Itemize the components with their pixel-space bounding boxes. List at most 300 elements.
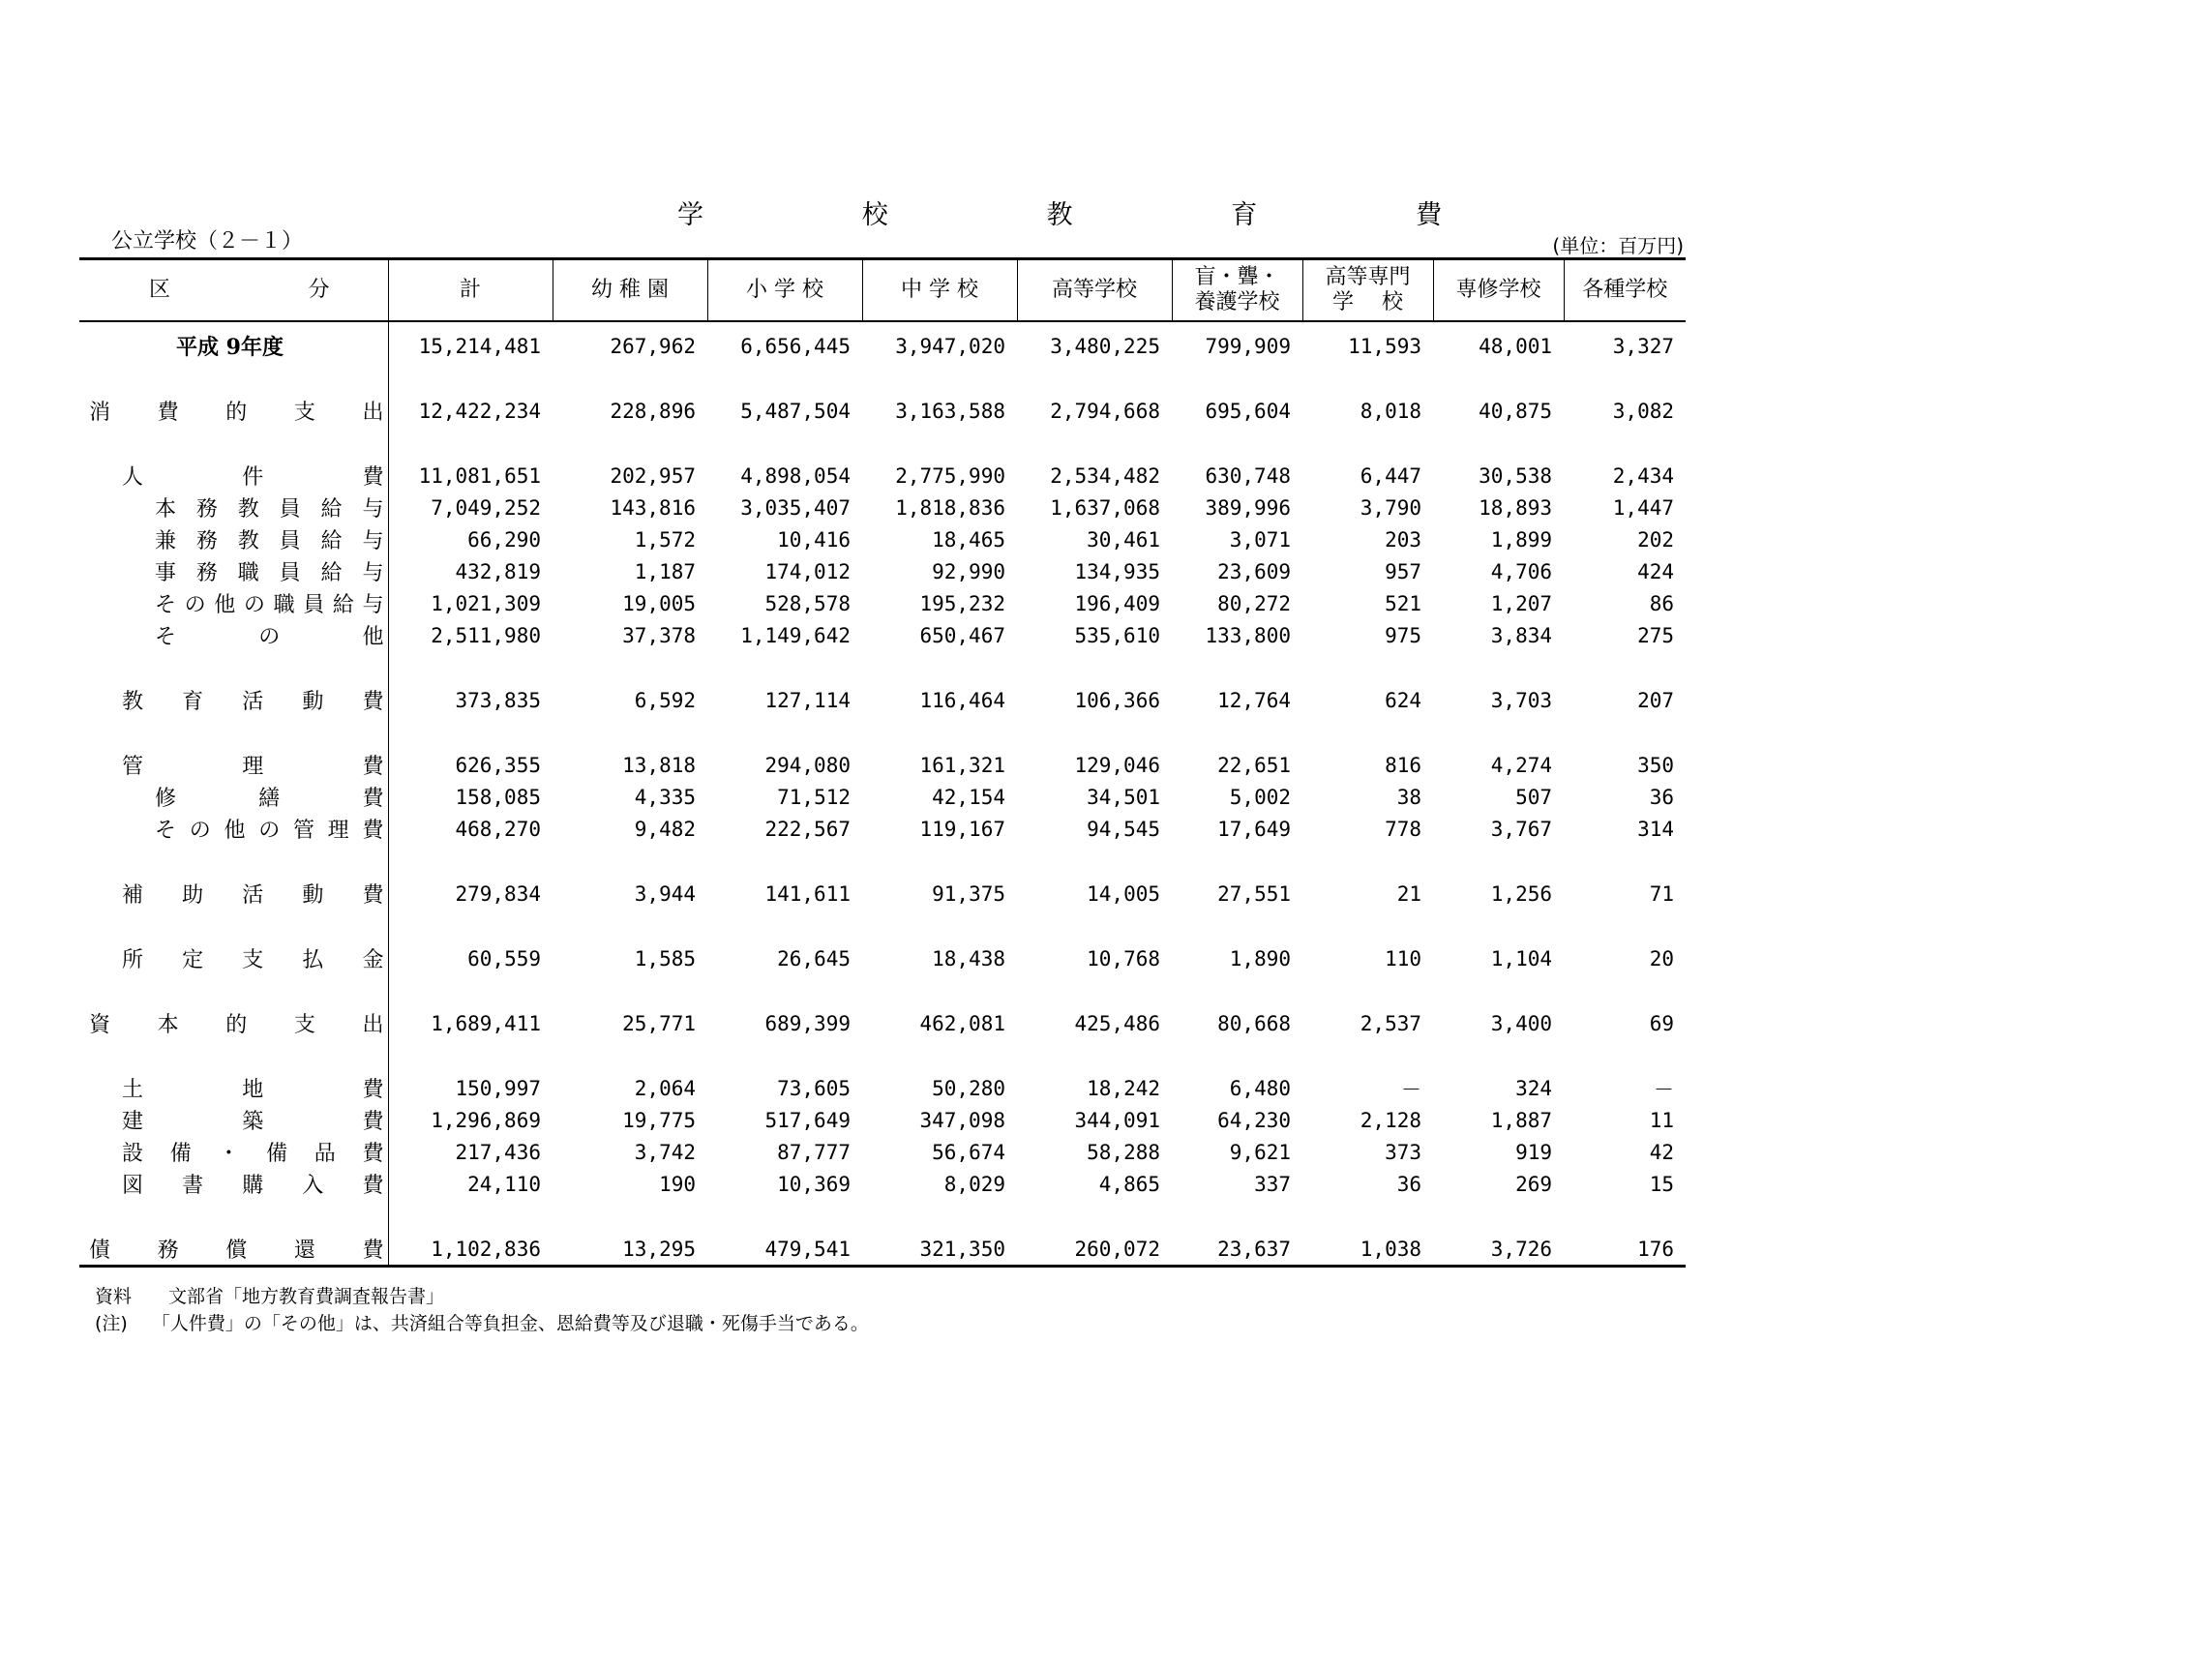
value-cell: 624 [1385,688,1421,712]
value-cell: 3,071 [1229,527,1291,552]
education-activity-row [79,684,1686,716]
spacer-cell [1172,1039,1302,1072]
value-cell: 462,081 [919,1011,1005,1035]
spacer-cell [553,716,707,749]
row-label-text: そ の 他 の 管 理 費 [155,819,384,843]
spacer-cell [79,974,388,1007]
value-cell: 10,416 [777,527,851,552]
row-label-text: 兼 務 教 員 給 与 [155,529,384,553]
value-cell: 4,335 [634,785,696,809]
value-cell: 94,545 [1087,817,1160,841]
spacer-cell [388,427,553,460]
spacer-row [79,427,1686,460]
spacer-row [79,716,1686,749]
spacer-cell [1302,651,1433,684]
value-cell: 689,399 [764,1011,851,1035]
value-cell: 1,187 [634,559,696,583]
fixed-payment-row [79,942,1686,974]
value-cell: 373 [1385,1140,1421,1164]
value-cell: 373,835 [455,688,541,712]
spacer-cell [1433,651,1564,684]
spacer-cell [388,910,553,942]
value-cell: － [1654,1077,1674,1101]
row-label-text: 設 備 ・ 備 品 費 [122,1142,384,1166]
row-label-text: 教 育 活 動 費 [122,690,384,714]
value-cell: 13,295 [622,1237,696,1261]
title-char: 費 [1416,200,1442,230]
value-cell: 626,355 [455,753,541,777]
value-cell: 190 [659,1172,696,1196]
value-cell: 26,645 [777,946,851,970]
value-cell: 695,604 [1205,399,1291,423]
value-cell: 1,899 [1490,527,1552,552]
row-label [79,878,388,910]
spacer-cell [1433,1200,1564,1233]
header-high-school: 高等学校 [1017,259,1172,322]
value-cell: 8,029 [943,1172,1005,1196]
value-cell: 5,487,504 [740,399,851,423]
value-cell: 344,091 [1074,1108,1160,1132]
books-row [79,1168,1686,1200]
value-cell: 56,674 [932,1140,1005,1164]
value-cell: 3,082 [1612,399,1674,423]
value-cell: 6,480 [1229,1076,1291,1100]
header-elementary: 小 学 校 [707,259,862,322]
value-cell: 18,242 [1087,1076,1160,1100]
value-cell: 2,064 [634,1076,696,1100]
spacer-cell [388,974,553,1007]
spacer-cell [1433,362,1564,395]
spacer-cell [1017,974,1172,1007]
header-junior-high: 中 学 校 [862,259,1017,322]
spacer-cell [553,651,707,684]
value-cell: 3,767 [1490,817,1552,841]
title-char: 教 [1046,200,1073,230]
value-cell: 1,585 [634,946,696,970]
spacer-cell [1172,427,1302,460]
spacer-cell [862,974,1017,1007]
auxiliary-activity-row [79,878,1686,910]
value-cell: 202,957 [610,463,696,488]
spacer-cell [862,910,1017,942]
spacer-cell [707,651,862,684]
row-label-text: 建 築 費 [122,1110,384,1134]
value-cell: 18,893 [1479,495,1552,520]
row-label-text: 資 本 的 支 出 [89,1013,384,1037]
value-cell: 389,996 [1205,495,1291,520]
row-label [79,395,388,427]
spacer-cell [1017,716,1172,749]
value-cell: 425,486 [1074,1011,1160,1035]
spacer-cell [1017,1039,1172,1072]
spacer-cell [1564,974,1686,1007]
spacer-cell [1433,427,1564,460]
spacer-cell [79,910,388,942]
row-label [79,1136,388,1168]
value-cell: 73,605 [777,1076,851,1100]
spacer-cell [707,427,862,460]
value-cell: 161,321 [919,753,1005,777]
value-cell: 37,378 [622,623,696,647]
value-cell: 10,369 [777,1172,851,1196]
value-cell: 15 [1649,1172,1674,1196]
value-cell: 30,538 [1479,463,1552,488]
spacer-cell [707,1039,862,1072]
row-label [79,781,388,813]
value-cell: 3,163,588 [895,399,1005,423]
title-char: 学 [677,200,703,230]
title-char: 育 [1231,200,1258,230]
value-cell: 957 [1385,559,1421,583]
spacer-cell [388,845,553,878]
value-cell: 7,049,252 [431,495,541,520]
value-cell: 174,012 [764,559,851,583]
row-label [79,1233,388,1267]
spacer-cell [79,845,388,878]
row-label-text: 消 費 的 支 出 [89,401,384,425]
personnel-other-row [79,619,1686,651]
value-cell: 5,002 [1229,785,1291,809]
spacer-cell [79,716,388,749]
unit-label: (単位：百万円) [1552,234,1684,257]
value-cell: 203 [1385,527,1421,552]
row-label [79,749,388,781]
spacer-cell [707,362,862,395]
spacer-cell [1433,716,1564,749]
row-label-text: 図 書 購 入 費 [122,1174,384,1198]
spacer-cell [553,974,707,1007]
row-label [79,492,388,523]
value-cell: 6,656,445 [740,334,851,358]
header-specialized-training: 専修学校 [1433,259,1564,322]
value-cell: 3,400 [1490,1011,1552,1035]
value-cell: 69 [1649,1011,1674,1035]
value-cell: 71,512 [777,785,851,809]
spacer-cell [79,427,388,460]
data-table [79,257,1686,1268]
value-cell: 314 [1637,817,1674,841]
header-total: 計 [388,259,553,322]
value-cell: 3,944 [634,881,696,906]
spacer-row [79,845,1686,878]
value-cell: 150,997 [455,1076,541,1100]
value-cell: 86 [1649,591,1674,615]
value-cell: 1,021,309 [431,591,541,615]
spacer-cell [707,1200,862,1233]
spacer-cell [1302,362,1433,395]
value-cell: 1,296,869 [431,1108,541,1132]
spacer-cell [388,716,553,749]
spacer-cell [707,716,862,749]
parttime-salary-row [79,523,1686,555]
spacer-cell [862,427,1017,460]
value-cell: 424 [1637,559,1674,583]
value-cell: 228,896 [610,399,696,423]
spacer-cell [1433,974,1564,1007]
value-cell: 919 [1515,1140,1552,1164]
spacer-row [79,1200,1686,1233]
value-cell: 1,887 [1490,1108,1552,1132]
spacer-cell [1017,651,1172,684]
row-label-text: 本 務 教 員 給 与 [155,497,384,522]
page-title [677,194,1442,231]
row-label [79,1007,388,1039]
spacer-cell [1172,651,1302,684]
row-label-text: 所 定 支 払 金 [122,948,384,972]
value-cell: 9,482 [634,817,696,841]
value-cell: 1,818,836 [895,495,1005,520]
value-cell: 42,154 [932,785,1005,809]
spacer-row [79,1039,1686,1072]
spacer-cell [79,651,388,684]
value-cell: 2,537 [1360,1011,1421,1035]
spacer-row [79,974,1686,1007]
spacer-cell [862,716,1017,749]
value-cell: 3,947,020 [895,334,1005,358]
value-cell: 2,775,990 [895,463,1005,488]
value-cell: 106,366 [1074,688,1160,712]
value-cell: 80,668 [1217,1011,1291,1035]
value-cell: 279,834 [455,881,541,906]
value-cell: 80,272 [1217,591,1291,615]
spacer-cell [79,362,388,395]
value-cell: 91,375 [932,881,1005,906]
value-cell: 202 [1637,527,1674,552]
value-cell: 432,819 [455,559,541,583]
value-cell: 127,114 [764,688,851,712]
spacer-row [79,910,1686,942]
table-body [79,321,1686,1267]
spacer-cell [862,845,1017,878]
spacer-cell [862,1039,1017,1072]
row-label-text: そ の 他 [155,625,384,649]
row-label-text: 人 件 費 [122,465,384,490]
spacer-cell [862,1200,1017,1233]
value-cell: 3,726 [1490,1237,1552,1261]
spacer-cell [1302,845,1433,878]
value-cell: 2,434 [1612,463,1674,488]
value-cell: 1,102,836 [431,1237,541,1261]
value-cell: 20 [1649,946,1674,970]
spacer-row [79,651,1686,684]
footnotes [95,1283,869,1337]
header-category-char: 分 [308,278,330,302]
value-cell: 4,706 [1490,559,1552,583]
value-cell: 2,534,482 [1050,463,1160,488]
spacer-cell [553,845,707,878]
value-cell: 6,592 [634,688,696,712]
spacer-cell [388,651,553,684]
value-cell: 50,280 [932,1076,1005,1100]
value-cell: 19,005 [622,591,696,615]
value-cell: 34,501 [1087,785,1160,809]
value-cell: 3,703 [1490,688,1552,712]
value-cell: 1,689,411 [431,1011,541,1035]
spacer-cell [1017,427,1172,460]
spacer-cell [707,845,862,878]
spacer-cell [553,1039,707,1072]
value-cell: 321,350 [919,1237,1005,1261]
spacer-cell [1017,910,1172,942]
value-cell: 9,621 [1229,1140,1291,1164]
value-cell: 196,409 [1074,591,1160,615]
spacer-cell [1302,1200,1433,1233]
value-cell: 4,274 [1490,753,1552,777]
debt-row [79,1233,1686,1267]
equipment-row [79,1136,1686,1168]
spacer-cell [1017,362,1172,395]
value-cell: 42 [1649,1140,1674,1164]
repair-row [79,781,1686,813]
clerk-salary-row [79,555,1686,587]
value-cell: 4,865 [1098,1172,1160,1196]
value-cell: 267,962 [610,334,696,358]
value-cell: 134,935 [1074,559,1160,583]
spacer-cell [1433,910,1564,942]
personnel-row [79,460,1686,492]
spacer-cell [1302,1039,1433,1072]
value-cell: 3,480,225 [1050,334,1160,358]
value-cell: 11 [1649,1108,1674,1132]
value-cell: 468,270 [455,817,541,841]
value-cell: 6,447 [1360,463,1421,488]
row-label [79,684,388,716]
value-cell: 92,990 [932,559,1005,583]
spacer-cell [553,1200,707,1233]
value-cell: 13,818 [622,753,696,777]
row-label-text: 補 助 活 動 費 [122,883,384,908]
spacer-cell [1564,910,1686,942]
value-cell: 18,465 [932,527,1005,552]
management-row [79,749,1686,781]
row-label [79,555,388,587]
spacer-cell [1564,1200,1686,1233]
spacer-cell [1302,974,1433,1007]
value-cell: 521 [1385,591,1421,615]
spacer-cell [1564,362,1686,395]
value-cell: 110 [1385,946,1421,970]
value-cell: 24,110 [467,1172,541,1196]
value-cell: 3,327 [1612,334,1674,358]
value-cell: 337 [1254,1172,1291,1196]
spacer-cell [553,362,707,395]
spacer-cell [1172,845,1302,878]
value-cell: 1,890 [1229,946,1291,970]
construction-row [79,1104,1686,1136]
value-cell: 66,290 [467,527,541,552]
value-cell: 3,790 [1360,495,1421,520]
value-cell: 60,559 [467,946,541,970]
title-char: 校 [861,200,888,230]
spacer-cell [79,1200,388,1233]
spacer-cell [1564,651,1686,684]
value-cell: 275 [1637,623,1674,647]
value-cell: 158,085 [455,785,541,809]
spacer-cell [553,910,707,942]
value-cell: 1,447 [1612,495,1674,520]
value-cell: 30,461 [1087,527,1160,552]
value-cell: 195,232 [919,591,1005,615]
spacer-cell [388,1200,553,1233]
value-cell: 36 [1396,1172,1421,1196]
value-cell: 650,467 [919,623,1005,647]
value-cell: 528,578 [764,591,851,615]
spacer-cell [1302,910,1433,942]
row-label: 平成 9年度 [79,321,388,362]
header-category [79,259,388,322]
spacer-row [79,362,1686,395]
value-cell: 2,794,668 [1050,399,1160,423]
value-cell: 1,038 [1360,1237,1421,1261]
year-total-row [79,321,1686,362]
other-management-row [79,813,1686,845]
value-cell: 11,081,651 [418,463,541,488]
value-cell: 129,046 [1074,753,1160,777]
spacer-cell [1302,716,1433,749]
value-cell: 119,167 [919,817,1005,841]
value-cell: 207 [1637,688,1674,712]
value-cell: 36 [1649,785,1674,809]
value-cell: 22,651 [1217,753,1291,777]
spacer-cell [1172,974,1302,1007]
value-cell: 8,018 [1360,399,1421,423]
land-row [79,1072,1686,1104]
value-cell: 87,777 [777,1140,851,1164]
row-label [79,460,388,492]
value-cell: － [1401,1077,1421,1101]
row-label-text: そ の 他 の 職 員 給 与 [155,593,384,617]
value-cell: 2,128 [1360,1108,1421,1132]
spacer-cell [1017,1200,1172,1233]
spacer-cell [1433,1039,1564,1072]
spacer-cell [553,427,707,460]
value-cell: 260,072 [1074,1237,1160,1261]
value-cell: 1,149,642 [740,623,851,647]
header-misc-school: 各種学校 [1564,259,1686,322]
value-cell: 2,511,980 [431,623,541,647]
value-cell: 799,909 [1205,334,1291,358]
value-cell: 48,001 [1479,334,1552,358]
spacer-cell [1433,845,1564,878]
value-cell: 14,005 [1087,881,1160,906]
row-label [79,587,388,619]
capital-row [79,1007,1686,1039]
value-cell: 18,438 [932,946,1005,970]
value-cell: 517,649 [764,1108,851,1132]
header-kindergarten: 幼 稚 園 [553,259,707,322]
spacer-cell [388,1039,553,1072]
spacer-cell [1172,1200,1302,1233]
value-cell: 27,551 [1217,881,1291,906]
row-label-text: 修 繕 費 [155,787,384,811]
spacer-cell [1302,427,1433,460]
spacer-cell [862,651,1017,684]
value-cell: 1,207 [1490,591,1552,615]
value-cell: 15,214,481 [418,334,541,358]
other-staff-row [79,587,1686,619]
row-label [79,1168,388,1200]
row-label [79,523,388,555]
value-cell: 1,637,068 [1050,495,1160,520]
value-cell: 975 [1385,623,1421,647]
value-cell: 222,567 [764,817,851,841]
value-cell: 269 [1515,1172,1552,1196]
value-cell: 58,288 [1087,1140,1160,1164]
spacer-cell [1564,716,1686,749]
spacer-cell [1564,845,1686,878]
source-note: 資料 文部省「地方教育費調査報告書」 [95,1286,445,1307]
value-cell: 816 [1385,753,1421,777]
